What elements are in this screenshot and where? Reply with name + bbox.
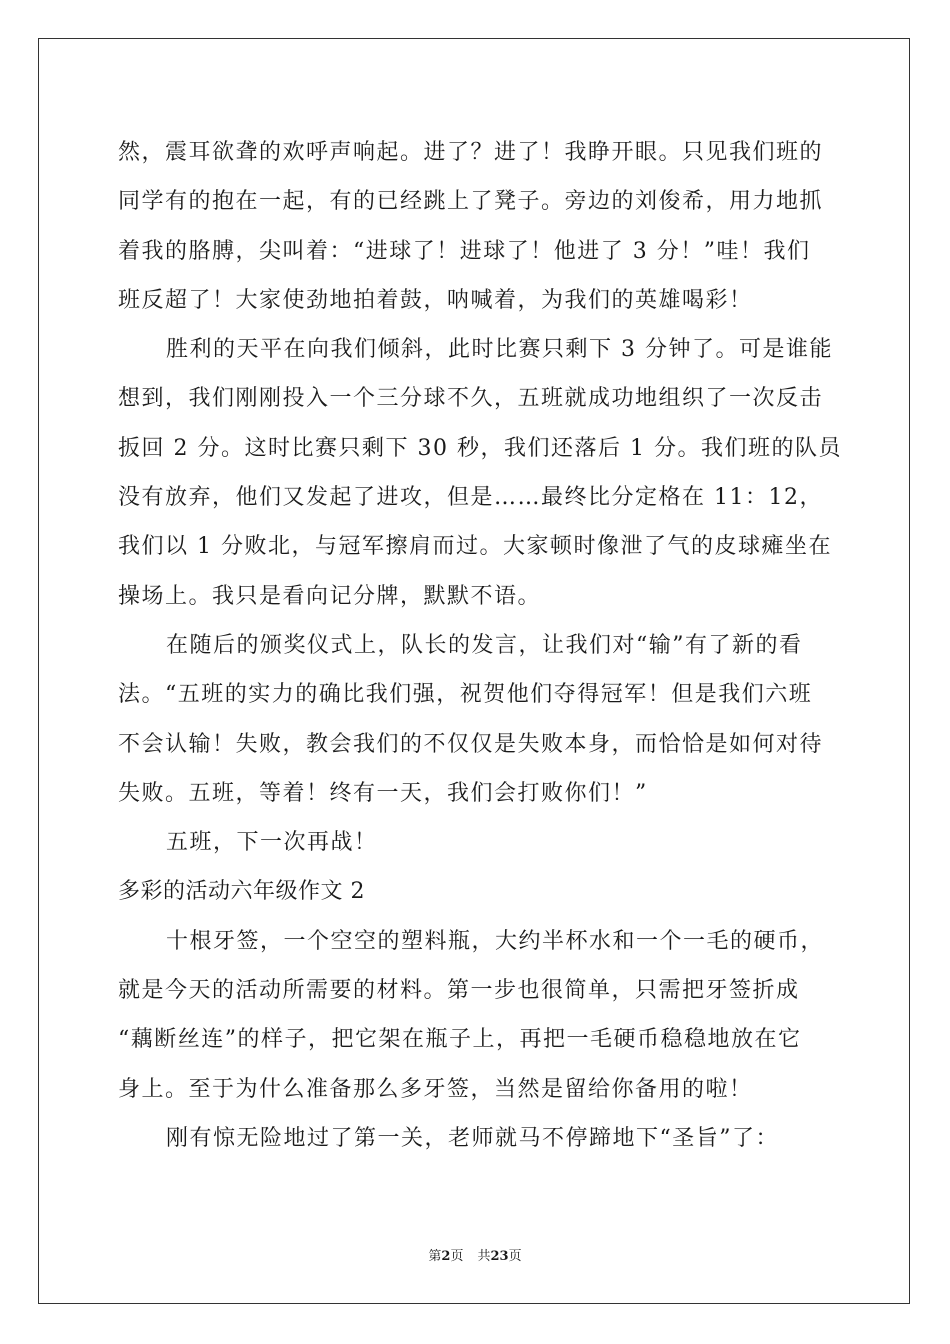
text-line: 着我的胳膊，尖叫着：“进球了！进球了！他进了 3 分！”哇！我们: [118, 238, 811, 264]
text-line: 想到，我们刚刚投入一个三分球不久，五班就成功地组织了一次反击: [118, 386, 824, 412]
text-line: 同学有的抱在一起，有的已经跳上了凳子。旁边的刘俊希，用力地抓: [118, 189, 824, 215]
document-body: [118, 128, 842, 1163]
current-page-number: 2: [441, 1249, 451, 1264]
total-prefix: 共: [477, 1249, 491, 1264]
text-line: 扳回 2 分。这时比赛只剩下 30 秒，我们还落后 1 分。我们班的队员: [118, 435, 842, 461]
text-line: 就是今天的活动所需要的材料。第一步也很简单，只需把牙签折成: [118, 978, 800, 1004]
text-line: 不会认输！失败，教会我们的不仅仅是失败本身，而恰恰是如何对待: [118, 731, 824, 757]
text-line: “藕断丝连”的样子，把它架在瓶子上，再把一毛硬币稳稳地放在它: [118, 1027, 802, 1053]
paragraph-start-line: 胜利的天平在向我们倾斜，此时比赛只剩下 3 分钟了。可是谁能: [166, 337, 833, 363]
text-line: 我们以 1 分败北，与冠军擦肩而过。大家顿时像泄了气的皮球瘫坐在: [118, 534, 832, 560]
paragraph-start-line: 五班，下一次再战！: [166, 830, 378, 856]
section-heading: 多彩的活动六年级作文 2: [118, 879, 365, 905]
paragraph-start-line: 在随后的颁奖仪式上，队长的发言，让我们对“输”有了新的看: [166, 632, 803, 658]
text-line: 操场上。我只是看向记分牌，默默不语。: [118, 583, 542, 609]
text-line: 法。“五班的实力的确比我们强，祝贺他们夺得冠军！但是我们六班: [118, 682, 813, 708]
page-unit: 页: [450, 1249, 464, 1264]
text-line: 失败。五班，等着！终有一天，我们会打败你们！”: [118, 780, 648, 806]
paragraph-start-line: 刚有惊无险地过了第一关，老师就马不停蹄地下“圣旨”了：: [166, 1125, 779, 1151]
page-prefix: 第: [428, 1249, 442, 1264]
paragraph-start-line: 十根牙签，一个空空的塑料瓶，大约半杯水和一个一毛的硬币，: [166, 928, 825, 954]
total-page-number: 23: [490, 1249, 509, 1264]
page-footer: [0, 1247, 950, 1267]
total-unit: 页: [508, 1249, 522, 1264]
text-line: 身上。至于为什么准备那么多牙签，当然是留给你备用的啦！: [118, 1076, 753, 1102]
text-line: 班反超了！大家使劲地拍着鼓，呐喊着，为我们的英雄喝彩！: [118, 287, 753, 313]
text-line: 没有放弃，他们又发起了进攻，但是……最终比分定格在 11：12，: [118, 485, 823, 511]
text-line: 然，震耳欲聋的欢呼声响起。进了？进了！我睁开眼。只见我们班的: [118, 140, 824, 165]
